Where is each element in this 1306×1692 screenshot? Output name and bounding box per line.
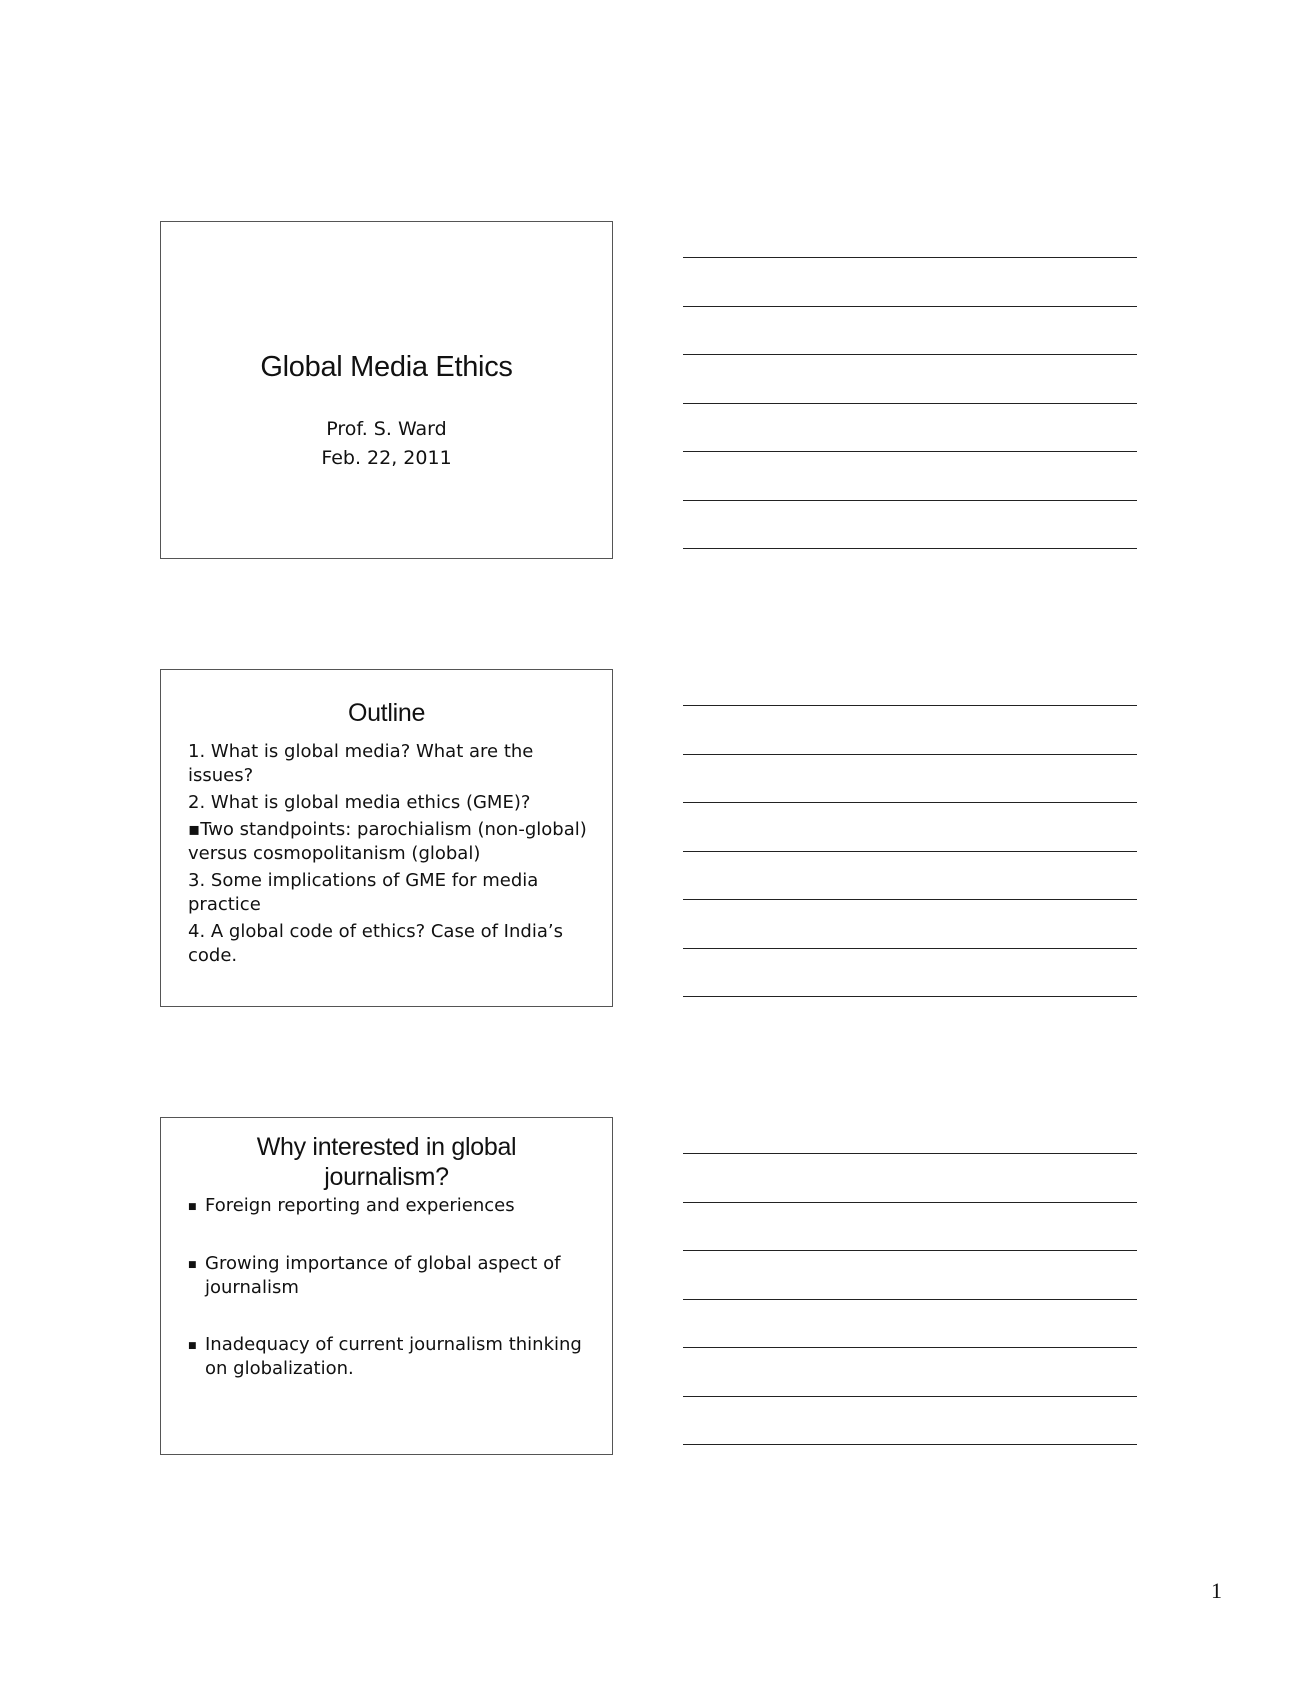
square-bullet-icon: ■	[188, 1202, 197, 1212]
note-line	[683, 851, 1137, 852]
note-line	[683, 403, 1137, 404]
list-item: 1. What is global media? What are the issues?	[188, 741, 534, 786]
note-line	[683, 1396, 1137, 1397]
note-line	[683, 306, 1137, 307]
note-line	[683, 754, 1137, 755]
list-item: 4. A global code of ethics? Case of India’s code.	[188, 921, 563, 966]
note-line	[683, 500, 1137, 501]
note-line	[683, 802, 1137, 803]
slide-author: Prof. S. Ward	[326, 418, 447, 440]
slide-date: Feb. 22, 2011	[321, 447, 452, 469]
bullet-text: Foreign reporting and experiences	[205, 1195, 515, 1216]
note-line	[683, 1153, 1137, 1154]
note-line	[683, 948, 1137, 949]
list-item: 3. Some implications of GME for media practice	[188, 870, 539, 915]
slide-1-title	[160, 221, 613, 559]
slide-title: Global Media Ethics	[260, 351, 513, 383]
note-line	[683, 1299, 1137, 1300]
note-line	[683, 1202, 1137, 1203]
note-line	[683, 1444, 1137, 1445]
page-number: 1	[1211, 1578, 1222, 1603]
note-line	[683, 996, 1137, 997]
note-line	[683, 354, 1137, 355]
note-line	[683, 257, 1137, 258]
note-line	[683, 1347, 1137, 1348]
slide-title: Outline	[347, 699, 426, 727]
square-bullet-icon: ■	[188, 1260, 197, 1270]
list-item	[188, 1194, 588, 1219]
slide-3-why-global	[160, 1117, 613, 1455]
note-line	[683, 548, 1137, 549]
note-line	[683, 705, 1137, 706]
slide-2-outline	[160, 669, 613, 1007]
outline-list	[188, 740, 592, 968]
bullet-text: Inadequacy of current journalism thinking on globalization.	[205, 1334, 582, 1379]
square-bullet-icon: ■	[188, 1341, 197, 1351]
slide-title: Why interested in global journalism?	[256, 1133, 517, 1191]
list-item	[188, 1252, 588, 1300]
note-line	[683, 451, 1137, 452]
bullet-text: Growing importance of global aspect of journalism	[205, 1253, 561, 1298]
note-line	[683, 1250, 1137, 1251]
list-item: 2. What is global media ethics (GME)?	[188, 792, 531, 813]
note-line	[683, 899, 1137, 900]
bullet-list	[188, 1194, 588, 1381]
list-item	[188, 1333, 588, 1381]
list-item: ▪Two standpoints: parochialism (non-global) versus cosmopolitanism (global)	[188, 819, 587, 864]
